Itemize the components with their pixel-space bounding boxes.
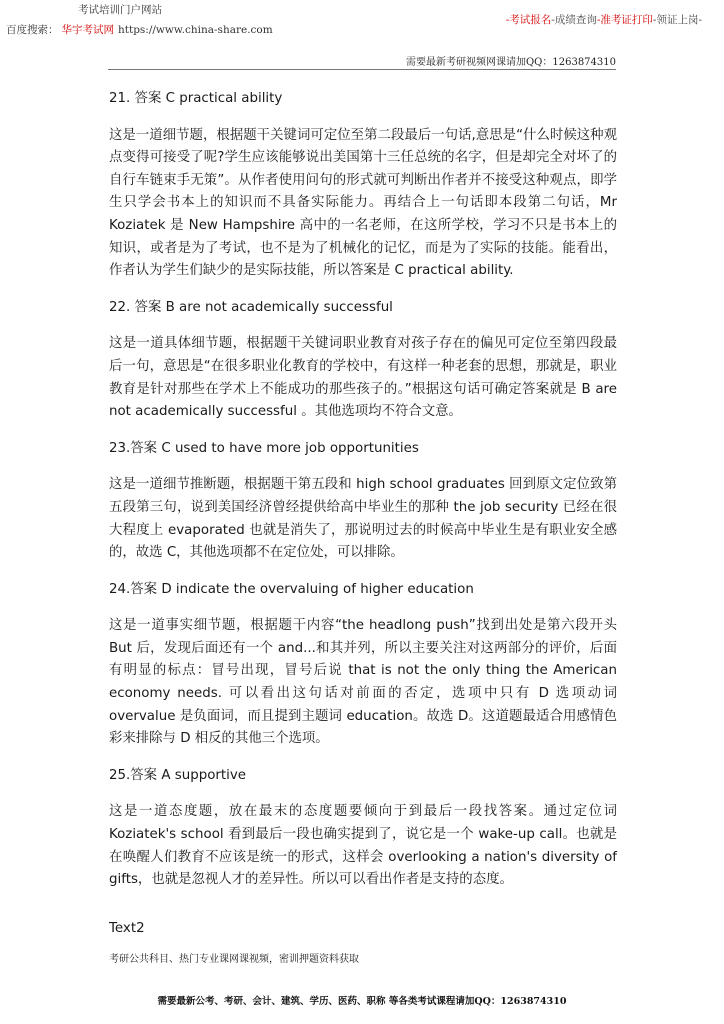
- qq-notice: 需要最新考研视频网课请加QQ：1263874310: [405, 57, 616, 68]
- section-label-text2: Text2: [109, 920, 145, 936]
- link-exam-registration[interactable]: -考试报名: [505, 14, 552, 26]
- answer-content: [109, 88, 617, 940]
- answer-heading-21: 21. 答案 C practical ability: [109, 91, 283, 106]
- footer-contact: 需要最新公考、考研、会计、建筑、学历、医药、职称 等各类考试课程请加QQ：1263874310: [157, 996, 567, 1007]
- portal-title: 考试培训门户网站: [78, 4, 162, 16]
- link-certificate[interactable]: -领证上岗-: [652, 14, 702, 26]
- explanation-24: 这是一道事实细节题，根据题干内容“the headlong push”找到出处是第六段开头 But 后，发现后面还有一个 and...和其并列，所以主要关注对这两部分的评价，后面有明显的标点：冒号出现，冒号后说 that is not the only thing the American economy needs. 可以看出这句话对前面的否定，选项中只有 D 选项动词 overvalue 是负面词，而且提到主题词 education。故选 D。这道题最适合用感情色彩来排除与 D 相反的其他三个选项。: [109, 618, 617, 747]
- answer-heading-23: 23.答案 C used to have more job opportunities: [109, 440, 419, 456]
- header-divider: [108, 69, 616, 70]
- search-line: [6, 22, 273, 37]
- header-links: [506, 12, 702, 27]
- explanation-25: 这是一道态度题，放在最末的态度题要倾向于到最后一段找答案。通过定位词 Koziatek's school 看到最后一段也确实提到了，说它是一个 wake-up call。也就是在唤醒人们教育不应该是统一的形式，这样会 overlooking a nation's diversity of gifts，也就是忽视人才的差异性。所以可以看出作者是支持的态度。: [109, 804, 617, 888]
- link-admission-ticket[interactable]: -准考证打印: [596, 14, 653, 26]
- link-score-query[interactable]: -成绩查询: [551, 14, 597, 26]
- search-label: 百度搜索：: [6, 24, 59, 36]
- answer-heading-22: 22. 答案 B are not academically successful: [109, 299, 393, 315]
- footer-note: 考研公共科目、热门专业课网课视频，密训押题资料获取: [109, 954, 359, 965]
- answer-heading-24: 24.答案 D indicate the overvaluing of higher education: [109, 581, 474, 597]
- brand-link[interactable]: 华宇考试网: [61, 24, 114, 36]
- answer-heading-25: 25.答案 A supportive: [109, 767, 247, 783]
- explanation-22: 这是一道具体细节题，根据题干关键词职业教育对孩子存在的偏见可定位至第四段最后一句，意思是“在很多职业化教育的学校中，有这样一种老套的思想，那就是，职业教育是针对那些在学术上不能成功的那些孩子的。”根据这句话可确定答案就是 B are not academically successful 。其他选项均不符合文意。: [109, 336, 617, 420]
- site-url[interactable]: https://www.china-share.com: [118, 24, 273, 36]
- explanation-23: 这是一道细节推断题，根据题干第五段和 high school graduates 回到原文定位致第五段第三句，说到美国经济曾经提供给高中毕业生的那种 the job security 已经在很大程度上 evaporated 也就是消失了，那说明过去的时候高中毕业生是有职业安全感的，故选 C，其他选项都不在定位处，可以排除。: [109, 477, 617, 561]
- explanation-21: 这是一道细节题，根据题干关键词可定位至第二段最后一句话,意思是“什么时候这种观点变得可接受了呢?学生应该能够说出美国第十三任总统的名字，但是却完全对坏了的自行车链束手无策”。从作者使用问句的形式就可判断出作者并不接受这种观点，即学生只学会书本上的知识而不具备实际能力。再结合上一句话即本段第二句话，Mr Koziatek 是 New Hampshire 高中的一名老师，在这所学校，学习不只是书本上的知识，或者是为了考试，也不是为了机械化的记忆，而是为了实际的技能。能看出，作者认为学生们缺少的是实际技能，所以答案是 C practical ability.: [109, 127, 617, 279]
